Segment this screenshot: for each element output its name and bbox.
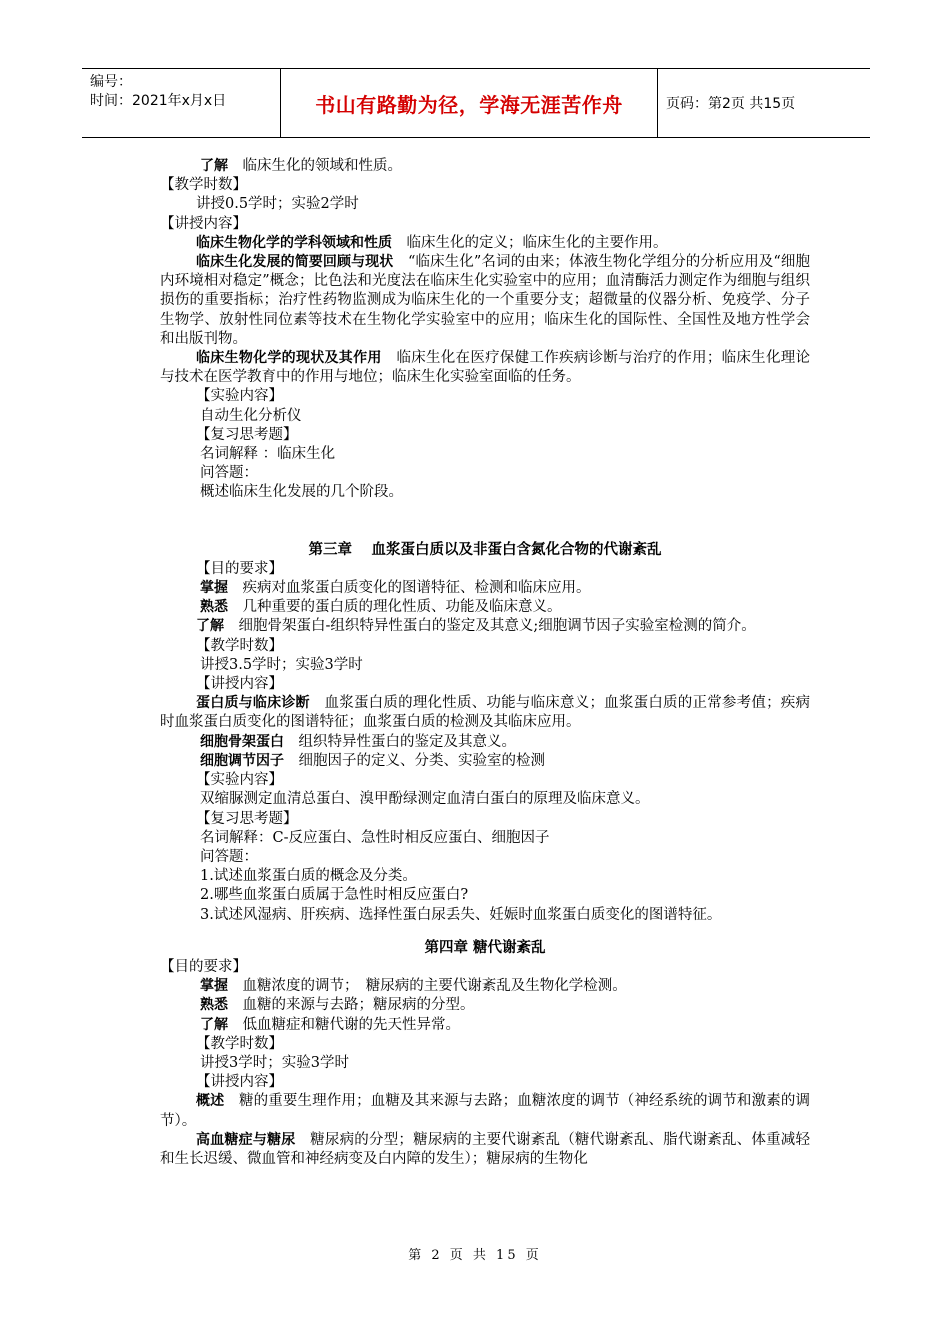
hours-header: 【教学时数】 bbox=[196, 637, 283, 654]
paragraph-text: 临床生化的定义；临床生化的主要作用。 bbox=[406, 234, 668, 251]
lab-text: 双缩脲测定血清总蛋白、溴甲酚绿测定血清白蛋白的原理及临床意义。 bbox=[200, 791, 650, 808]
review-question: 3.试述风湿病、肝疾病、选择性蛋白尿丢失、妊娠时血浆蛋白质变化的图谱特征。 bbox=[200, 906, 722, 923]
review-header: 【复习思考题】 bbox=[196, 810, 298, 827]
familiar-line bbox=[160, 996, 810, 1015]
content-header: 【讲授内容】 bbox=[196, 676, 283, 693]
page-header bbox=[82, 68, 870, 138]
hours-text: 讲授3学时；实验3学时 bbox=[200, 1054, 349, 1071]
content-paragraph bbox=[160, 1092, 810, 1130]
content-paragraph bbox=[160, 694, 810, 732]
serial-label: 编号： bbox=[90, 74, 132, 90]
hours-text: 讲授0.5学时；实验2学时 bbox=[196, 196, 359, 213]
date-label: 时间：2021年x月x日 bbox=[90, 93, 227, 109]
understand-line bbox=[160, 157, 810, 176]
hours-text: 讲授3.5学时；实验3学时 bbox=[200, 656, 363, 673]
content-header: 【讲授内容】 bbox=[160, 215, 247, 232]
paragraph-label: 蛋白质与临床诊断 bbox=[196, 695, 310, 712]
content-paragraph bbox=[160, 1131, 810, 1169]
motto: 书山有路勤为径，学海无涯苦作舟 bbox=[280, 69, 658, 137]
master-label: 掌握 bbox=[200, 580, 228, 597]
understand-line bbox=[160, 1016, 810, 1035]
master-text: 血糖浓度的调节； 糖尿病的主要代谢紊乱及生物化学检测。 bbox=[242, 978, 627, 995]
lab-header: 【实验内容】 bbox=[196, 388, 283, 405]
paragraph-label: 临床生化发展的简要回顾与现状 bbox=[196, 254, 394, 271]
hours-header: 【教学时数】 bbox=[160, 177, 247, 194]
paragraph-label: 临床生物化学的学科领域和性质 bbox=[196, 234, 392, 251]
content-paragraph bbox=[160, 234, 810, 253]
review-qa: 问答题： bbox=[200, 848, 258, 865]
understand-text: 细胞骨架蛋白-组织特异性蛋白的鉴定及其意义;细胞调节因子实验室检测的简介。 bbox=[238, 618, 756, 635]
paragraph-label: 高血糖症与糖尿 bbox=[196, 1131, 296, 1148]
content-paragraph bbox=[160, 349, 810, 387]
paragraph-text: 临床生化在医疗保健工作疾病诊断与治疗的作用；临床生化理论与技术在医学教育中的作用与地位；临床生化实验室面临的任务。 bbox=[160, 350, 811, 386]
review-question: 2.哪些血浆蛋白质属于急性时相反应蛋白? bbox=[200, 887, 469, 904]
paragraph-label: 细胞调节因子 bbox=[200, 752, 284, 769]
page-footer: 第 2 页 共 15 页 bbox=[408, 1248, 542, 1263]
familiar-text: 几种重要的蛋白质的理化性质、功能及临床意义。 bbox=[242, 599, 562, 616]
hours-header: 【教学时数】 bbox=[196, 1035, 283, 1052]
understand-label: 了解 bbox=[200, 158, 228, 174]
content-paragraph bbox=[160, 752, 810, 771]
review-term: 名词解释 ：临床生化 bbox=[200, 446, 336, 463]
understand-label: 了解 bbox=[196, 618, 224, 635]
page-info: 页码：第2页 共15页 bbox=[666, 96, 796, 112]
paragraph-label: 细胞骨架蛋白 bbox=[200, 733, 284, 750]
content-paragraph bbox=[160, 253, 810, 349]
lab-text: 自动生化分析仪 bbox=[200, 407, 302, 424]
goal-header: 【目的要求】 bbox=[160, 958, 247, 975]
paragraph-text: 糖的重要生理作用；血糖及其来源与去路；血糖浓度的调节（神经系统的调节和激素的调节）。 bbox=[160, 1093, 811, 1129]
master-line bbox=[160, 579, 810, 598]
familiar-line bbox=[160, 598, 810, 617]
lab-header: 【实验内容】 bbox=[196, 772, 283, 789]
review-question: 概述临床生化发展的几个阶段。 bbox=[200, 484, 403, 501]
familiar-text: 血糖的来源与去路；糖尿病的分型。 bbox=[242, 997, 475, 1014]
understand-line bbox=[160, 617, 810, 636]
paragraph-text: “临床生化”名词的由来；体液生物化学组分的分析应用及“细胞内环境相对稳定”概念；比色法和光度法在临床生化实验室中的应用；血清酶活力测定作为细胞与组织损伤的重要指标；治疗性药物监测成为临床生化的一个重要分支；超微量的仪器分析、免疫学、分子生物学、放射性同位素等技术在生物化学实验室中的应用；临床生化的国际性、全国性及地方性学会和出版刊物。 bbox=[160, 254, 811, 347]
chapter-title: 第三章 血浆蛋白质以及非蛋白含氮化合物的代谢紊乱 bbox=[308, 541, 662, 558]
content-paragraph bbox=[160, 733, 810, 752]
content-header: 【讲授内容】 bbox=[196, 1074, 283, 1091]
familiar-label: 熟悉 bbox=[200, 997, 228, 1014]
document-body bbox=[160, 157, 810, 1169]
paragraph-text: 糖尿病的分型；糖尿病的主要代谢紊乱（糖代谢紊乱、脂代谢紊乱、体重减轻和生长迟缓、微血管和神经病变及白内障的发生）；糖尿病的生物化 bbox=[160, 1131, 811, 1167]
master-label: 掌握 bbox=[200, 978, 228, 995]
paragraph-label: 临床生物化学的现状及其作用 bbox=[196, 350, 382, 367]
master-text: 疾病对血浆蛋白质变化的图谱特征、检测和临床应用。 bbox=[242, 580, 591, 597]
header-meta bbox=[90, 73, 226, 111]
review-qa: 问答题： bbox=[200, 465, 258, 482]
paragraph-text: 细胞因子的定义、分类、实验室的检测 bbox=[298, 752, 545, 769]
understand-label: 了解 bbox=[200, 1016, 228, 1033]
paragraph-label: 概述 bbox=[196, 1093, 225, 1110]
review-header: 【复习思考题】 bbox=[196, 426, 298, 443]
paragraph-text: 组织特异性蛋白的鉴定及其意义。 bbox=[298, 733, 516, 750]
understand-text: 低血糖症和糖代谢的先天性异常。 bbox=[242, 1016, 460, 1033]
chapter-title: 第四章 糖代谢紊乱 bbox=[424, 939, 546, 956]
understand-text: 临床生化的领域和性质。 bbox=[242, 158, 402, 174]
familiar-label: 熟悉 bbox=[200, 599, 228, 616]
review-term: 名词解释：C-反应蛋白、急性时相反应蛋白、细胞因子 bbox=[200, 829, 550, 846]
paragraph-text: 血浆蛋白质的理化性质、功能与临床意义；血浆蛋白质的正常参考值；疾病时血浆蛋白质变化的图谱特征；血浆蛋白质的检测及其临床应用。 bbox=[160, 695, 811, 731]
review-question: 1.试述血浆蛋白质的概念及分类。 bbox=[200, 868, 417, 885]
master-line bbox=[160, 977, 810, 996]
goal-header: 【目的要求】 bbox=[196, 560, 283, 577]
